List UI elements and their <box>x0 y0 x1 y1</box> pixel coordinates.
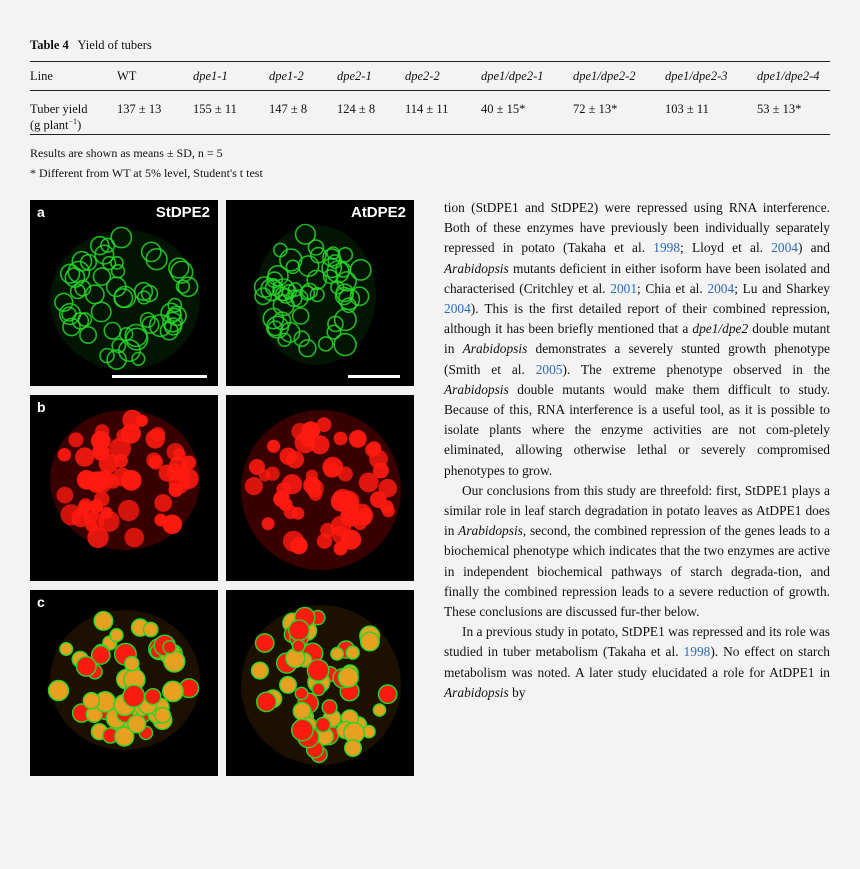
chloroplast <box>94 491 110 507</box>
chloroplast <box>118 500 139 521</box>
col-dpe1dpe2-1: dpe1/dpe2-1 <box>481 68 544 83</box>
italic-term: Arabidopsis <box>462 341 528 357</box>
chloroplast <box>322 700 337 715</box>
chloroplast <box>320 523 335 538</box>
text-run: double mutant in <box>444 321 830 357</box>
table-cell: 155 ± 11 <box>193 102 237 116</box>
chloroplast <box>163 641 176 654</box>
gfp-micrograph <box>226 200 414 386</box>
scale-bar <box>112 375 207 378</box>
chloroplast <box>77 657 97 677</box>
panel-a-stdpe2 <box>30 200 218 386</box>
chloroplast <box>176 466 190 480</box>
italic-term: Arabidopsis <box>444 684 509 700</box>
chloroplast <box>280 677 297 694</box>
italic-term: Arabidopsis <box>444 260 509 276</box>
text-run: tion (StDPE1 and StDPE2) were repressed using RNA interference. Both of these enzymes have previously been individually separately repressed in potato (Takaha et al. <box>444 200 830 256</box>
table-title: Yield of tubers <box>77 38 152 52</box>
chloroplast <box>162 515 182 535</box>
chloroplast <box>123 685 145 707</box>
text-run: ) and <box>798 240 830 256</box>
yield-table <box>30 61 830 135</box>
chloroplast <box>331 648 344 661</box>
chloroplast <box>60 643 73 656</box>
chloroplast <box>334 432 348 446</box>
citation-link[interactable]: 1998 <box>683 644 711 660</box>
chloroplast <box>163 681 183 701</box>
table-cell: 147 ± 8 <box>269 102 308 116</box>
paragraph-1 <box>444 198 830 481</box>
chloroplast <box>349 430 367 448</box>
chloroplast <box>295 687 307 699</box>
chloroplast <box>265 466 279 480</box>
chloroplast <box>146 429 165 448</box>
chloroplast <box>286 451 304 469</box>
table-cell: 137 ± 13 <box>117 102 162 116</box>
chloroplast <box>167 443 185 461</box>
chloroplast <box>256 634 274 652</box>
citation-link[interactable]: 2005 <box>535 361 563 377</box>
paragraph-3 <box>444 622 830 703</box>
chloroplast <box>373 704 385 716</box>
text-run: by <box>508 684 526 700</box>
chloroplast <box>361 632 380 651</box>
panel-b-stdpe2 <box>30 395 218 581</box>
text-run: ). No effect on starch metabolism was noted. A later study elucidated a role for AtDPE1 in <box>444 644 831 680</box>
citation-link[interactable]: 1998 <box>653 240 681 256</box>
table-cell: 124 ± 8 <box>337 102 376 116</box>
col-dpe1dpe2-3: dpe1/dpe2-3 <box>665 68 728 83</box>
chloroplast <box>267 440 280 453</box>
chloroplast <box>68 432 83 447</box>
chloroplast <box>164 651 185 672</box>
chloroplast <box>79 498 92 511</box>
chloroplast <box>75 447 94 466</box>
chloroplast <box>338 667 358 687</box>
table-cell: 40 ± 15* <box>481 102 526 116</box>
body-text <box>444 198 830 703</box>
chloroplast <box>83 693 99 709</box>
col-dpe1dpe2-2: dpe1/dpe2-2 <box>573 68 636 83</box>
text-run: ; Lloyd et al. <box>680 240 772 256</box>
column-title-stdpe2: StDPE2 <box>155 204 210 221</box>
table-note-significance: * Different from WT at 5% level, Student's t test <box>30 166 263 180</box>
text-run: In a previous study in potato, StDPE1 was repressed and its role was studied in tuber metabolism (Takaha et al. <box>444 624 830 660</box>
chloroplast <box>110 629 123 642</box>
chloroplast <box>49 681 69 701</box>
text-run: demonstrates a severely stunted growth phenotype (Smith et al. <box>444 341 830 377</box>
panel-c-atdpe2 <box>226 590 414 776</box>
chloroplast <box>124 528 144 548</box>
table-notes <box>30 143 830 183</box>
chloroplast <box>307 660 328 681</box>
col-dpe1-2: dpe1-2 <box>269 68 304 83</box>
table-header-row <box>30 62 830 91</box>
chloroplast <box>341 530 361 550</box>
scale-bar <box>348 375 400 378</box>
table-row <box>30 91 830 135</box>
chloroplast <box>57 487 74 504</box>
chloroplast <box>295 432 316 453</box>
text-run: ; Chia et al. <box>637 280 708 296</box>
col-dpe1-1: dpe1-1 <box>193 68 228 83</box>
table-caption <box>30 38 830 53</box>
chloroplast <box>380 500 394 514</box>
row-label: Tuber yield (g plant$^{-1}$) <box>30 102 88 133</box>
chloroplast <box>324 462 339 477</box>
chloroplast <box>61 504 82 525</box>
citation-link[interactable]: 2004 <box>771 240 798 256</box>
chloroplast <box>125 657 139 671</box>
chlorophyll-micrograph <box>30 395 218 581</box>
chloroplast <box>257 692 276 711</box>
table-cell: 103 ± 11 <box>665 102 709 116</box>
col-line: Line <box>30 68 53 83</box>
chloroplast <box>317 417 332 432</box>
chloroplast <box>155 708 170 723</box>
chloroplast <box>128 715 146 733</box>
chloroplast <box>365 443 379 457</box>
text-run: Our conclusions from this study are threefold: first, StDPE1 plays a similar role in leaf starch degradation in potato leaves as AtDPE1 does in <box>444 482 830 539</box>
chloroplast <box>144 622 158 636</box>
text-run: ; Lu and Sharkey <box>734 280 830 296</box>
col-dpe2-2: dpe2-2 <box>405 68 440 83</box>
panel-label-b: b <box>37 399 46 415</box>
merged-micrograph <box>226 590 414 776</box>
table-4 <box>30 38 830 183</box>
chloroplast <box>154 494 172 512</box>
col-wt: WT <box>117 68 137 83</box>
chloroplast <box>379 685 397 703</box>
col-dpe2-1: dpe2-1 <box>337 68 372 83</box>
table-note-sd: Results are shown as means ± SD, n = 5 <box>30 146 223 160</box>
col-dpe1dpe2-4: dpe1/dpe2-4 <box>757 68 820 83</box>
table-cell: 114 ± 11 <box>405 102 449 116</box>
chloroplast <box>289 620 309 640</box>
chloroplast <box>292 640 304 652</box>
chloroplast <box>99 453 119 473</box>
chloroplast <box>346 646 359 659</box>
chloroplast <box>252 662 269 679</box>
chlorophyll-micrograph <box>226 395 414 581</box>
italic-term: dpe1/dpe2 <box>692 321 749 337</box>
panel-c-stdpe2 <box>30 590 218 776</box>
italic-term: Arabidopsis <box>444 381 509 397</box>
table-cell: 53 ± 13* <box>757 102 802 116</box>
chloroplast <box>345 740 362 757</box>
chloroplast <box>94 612 113 631</box>
chloroplast <box>373 463 389 479</box>
panel-label-a: a <box>37 204 45 220</box>
table-label: Table 4 <box>30 38 69 52</box>
chloroplast <box>358 508 374 524</box>
chloroplast <box>245 477 263 495</box>
italic-term: Arabidopsis <box>458 523 523 539</box>
table-cell: 72 ± 13* <box>573 102 618 116</box>
chloroplast <box>276 482 291 497</box>
chloroplast <box>262 517 275 530</box>
chloroplast <box>316 717 331 732</box>
chloroplast <box>107 476 120 489</box>
chloroplast <box>284 505 298 519</box>
chloroplast <box>146 452 162 468</box>
text-run: double mutants would make them difficult to study. Because of this, RNA interference is a useful tool, as it is possible to isolate plants where the enzyme activities are not com-pletely eliminated, allowing otherwise lethal or severely compromised phenotypes to grow. <box>444 381 830 478</box>
micrograph-figure <box>30 200 414 776</box>
chloroplast <box>87 527 108 548</box>
text-run: ). The extreme phenotype observed in the <box>562 361 830 377</box>
panel-label-c: c <box>37 594 45 610</box>
chloroplast <box>292 719 313 740</box>
citation-link[interactable]: 2004 <box>444 301 471 317</box>
column-title-atdpe2: AtDPE2 <box>350 204 406 221</box>
chloroplast <box>283 531 304 552</box>
chloroplast <box>122 410 142 430</box>
panel-a-atdpe2 <box>226 200 414 386</box>
paragraph-2 <box>444 481 830 622</box>
chloroplast <box>145 689 161 705</box>
panel-b-atdpe2 <box>226 395 414 581</box>
chloroplast <box>121 470 142 491</box>
citation-link[interactable]: 2004 <box>707 280 735 296</box>
citation-link[interactable]: 2001 <box>610 280 638 296</box>
chloroplast <box>58 448 71 461</box>
merged-micrograph <box>30 590 218 776</box>
text-run: mutants deficient in either isoform have been isolated and characterised (Critchley et al. <box>444 260 830 296</box>
gfp-micrograph <box>30 200 218 386</box>
chloroplast <box>312 683 325 696</box>
text-run: ). This is the first detailed report of their combined repression, although it has been briefly mentioned that a <box>444 301 830 337</box>
text-run: , second, the combined repression of the genes leads to a biochemical phenotype which indicates that the two enzymes are active in independent biochemical pathways of starch degrada-tion, and finally the combined repression leads to a severe reduction of growth. These conclusions are discussed fur-ther below. <box>444 523 830 620</box>
chloroplast <box>309 488 322 501</box>
